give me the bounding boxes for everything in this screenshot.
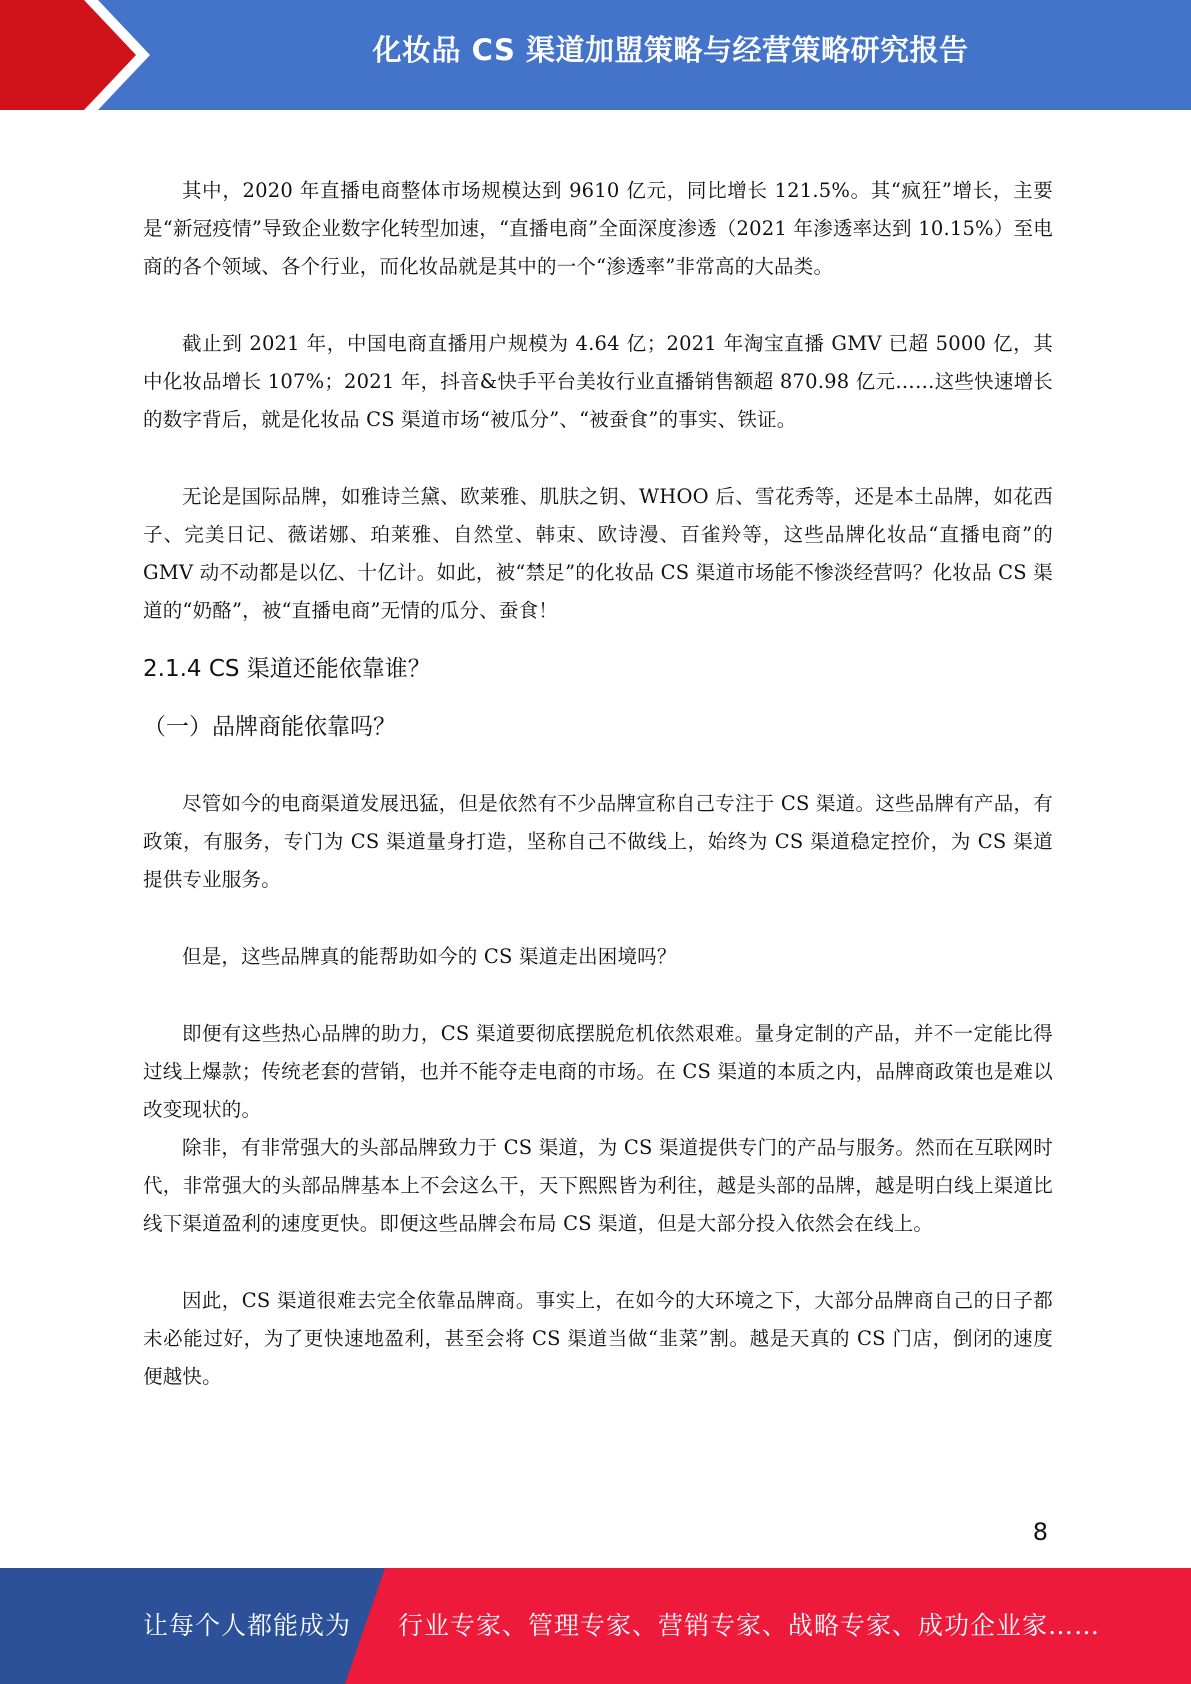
section-heading: 2.1.4 CS 渠道还能依靠谁？ xyxy=(143,656,431,682)
paragraph-intro-2: 截止到 2021 年，中国电商直播用户规模为 4.64 亿；2021 年淘宝直播 GMV 已超 5000 亿，其中化妆品增长 107%；2021 年，抖音&快手平台美妆行业直播销售额超 870.98 亿元……这些快速增长的数字背后，就是化妆品 CS 渠道市场“被瓜分”、“被蚕食”的事实、铁证。 xyxy=(143,332,1053,431)
page-number: 8 xyxy=(1032,1518,1048,1546)
subsection-heading: （一）品牌商能依靠吗？ xyxy=(143,714,396,740)
header-arrow-red xyxy=(0,0,136,110)
paragraph-intro-1: 其中，2020 年直播电商整体市场规模达到 9610 亿元，同比增长 121.5%。其“疯狂”增长，主要是“新冠疫情”导致企业数字化转型加速，“直播电商”全面深度渗透（2021 年渗透率达到 10.15%）至电商的各个领域、各个行业，而化妆品就是其中的一个“渗透率”非常高的大品类。 xyxy=(143,179,1053,278)
paragraph-main-2: 但是，这些品牌真的能帮助如今的 CS 渠道走出困境吗？ xyxy=(182,945,677,968)
paragraph-main-1: 尽管如今的电商渠道发展迅猛，但是依然有不少品牌宣称自己专注于 CS 渠道。这些品牌有产品，有政策，有服务，专门为 CS 渠道量身打造，坚称自己不做线上，始终为 CS 渠道稳定控价，为 CS 渠道提供专业服务。 xyxy=(143,792,1053,891)
header-banner xyxy=(0,0,1191,110)
paragraph-intro-3: 无论是国际品牌，如雅诗兰黛、欧莱雅、肌肤之钥、WHOO 后、雪花秀等，还是本土品牌，如花西子、完美日记、薇诺娜、珀莱雅、自然堂、韩束、欧诗漫、百雀羚等，这些品牌化妆品“直播电商”的 GMV 动不动都是以亿、十亿计。如此，被“禁足”的化妆品 CS 渠道市场能不惨淡经营吗？化妆品 CS 渠道的“奶酪”，被“直播电商”无情的瓜分、蚕食！ xyxy=(143,485,1053,622)
footer-slogan-right: 行业专家、管理专家、营销专家、战略专家、成功企业家…… xyxy=(398,1611,1101,1640)
footer-slogan-left: 让每个人都能成为 xyxy=(143,1611,352,1640)
paragraph-main-3: 即便有这些热心品牌的助力，CS 渠道要彻底摆脱危机依然艰难。量身定制的产品，并不一定能比得过线上爆款；传统老套的营销，也并不能夺走电商的市场。在 CS 渠道的本质之内，品牌商政策也是难以改变现状的。 xyxy=(143,1022,1053,1121)
footer-banner xyxy=(0,1568,1191,1684)
paragraph-main-4: 除非，有非常强大的头部品牌致力于 CS 渠道，为 CS 渠道提供专门的产品与服务。然而在互联网时代，非常强大的头部品牌基本上不会这么干，天下熙熙皆为利往，越是头部的品牌，越是明白线上渠道比线下渠道盈利的速度更快。即便这些品牌会布局 CS 渠道，但是大部分投入依然会在线上。 xyxy=(143,1136,1053,1235)
document-title: 化妆品 CS 渠道加盟策略与经营策略研究报告 xyxy=(372,33,969,67)
page-content xyxy=(143,172,1053,1396)
paragraph-main-5: 因此，CS 渠道很难去完全依靠品牌商。事实上，在如今的大环境之下，大部分品牌商自己的日子都未必能过好，为了更快速地盈利，甚至会将 CS 渠道当做“韭菜”割。越是天真的 CS 门店，倒闭的速度便越快。 xyxy=(143,1289,1053,1388)
